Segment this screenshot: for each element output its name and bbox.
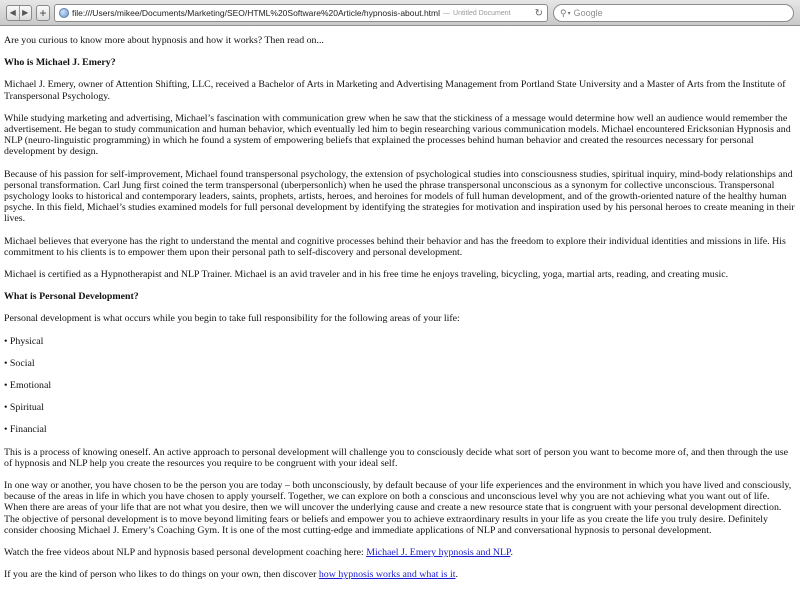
- address-bar[interactable]: [54, 4, 548, 22]
- add-bookmark-icon[interactable]: +: [36, 5, 50, 21]
- how-it-works-period: .: [455, 569, 458, 581]
- development-paragraph-1: Personal development is what occurs while you begin to take full responsibility for the following areas of your life:: [4, 313, 460, 325]
- videos-text: Watch the free videos about NLP and hypnosis based personal development coaching here:: [4, 547, 367, 559]
- globe-icon: [59, 8, 69, 18]
- development-paragraph-3: In one way or another, you have chosen to be the person you are today – both unconsciously, by default because of your life experiences and the environment in which you have lived and consciously, because of the areas in life in which you have chosen to apply yourself. Together, we can explore on both a conscious and unconscious level why you are not achieving what you want out of life. When there are areas of your life that are not what you desire, then we will uncover the underlying cause and create a new resource state that is congruent with your personal development direction. The objective of personal development is to move beyond limiting fears or beliefs and empower you to achieve extraordinary results in your life as you create the life you truly desire. Definitely consider choosing Michael J. Emery’s Coaching Gym. It is one of the most cutting-edge and immediate applications of NLP and conversational hypnosis to personal development.: [4, 480, 792, 536]
- how-it-works-link[interactable]: how hypnosis works and what is it: [318, 569, 456, 581]
- area-item-physical: • Physical: [4, 335, 44, 347]
- back-arrow-icon[interactable]: ◀: [9, 8, 16, 17]
- intro-paragraph: Are you curious to know more about hypnosis and how it works? Then read on...: [4, 35, 324, 46]
- nav-button-group: [6, 5, 32, 21]
- area-item-emotional: • Emotional: [4, 380, 52, 392]
- reload-icon[interactable]: ↻: [534, 7, 543, 19]
- page-title: Untitled Document: [453, 9, 511, 17]
- search-input[interactable]: [574, 8, 774, 18]
- bio-paragraph-1: Michael J. Emery, owner of Attention Shifting, LLC, received a Bachelor of Arts in Marketing and Advertising Management from Portland State University and a Master of Arts from the Institute of Transpersonal Psychology.: [4, 79, 786, 102]
- heading-personal-development: What is Personal Development?: [4, 291, 139, 303]
- videos-link[interactable]: Michael J. Emery hypnosis and NLP: [366, 547, 511, 559]
- page-content: [0, 27, 800, 600]
- heading-who-is-michael: Who is Michael J. Emery?: [4, 57, 116, 69]
- title-separator: —: [443, 9, 451, 17]
- videos-paragraph: [4, 547, 795, 558]
- videos-period: .: [510, 547, 513, 559]
- area-item-social: • Social: [4, 357, 35, 369]
- area-item-spiritual: • Spiritual: [4, 402, 44, 414]
- search-bar[interactable]: [553, 4, 794, 22]
- bio-paragraph-3: Because of his passion for self-improvement, Michael found transpersonal psychology, the extension of psychological studies into consciousness studies, spiritual inquiry, mind-body relationships and personal transformation. Carl Jung first coined the term transpersonal (uberpersonlich) when he used the phrase transpersonal unconscious as a synonym for collective unconscious. Transpersonal psychology looks to historical and contemporary leaders, saints, prophets, artists, heroes, and heroines for models of full human development, and of the growth-oriented nature of the healthy human psyche. In this field, Michael’s studies examined models for full personal development by identifying the strategies for motivation and inspiration used by his personal heroes to create meaning in their lives.: [4, 168, 795, 225]
- magnifier-icon[interactable]: ⚲: [560, 7, 567, 18]
- bio-paragraph-2: While studying marketing and advertising, Michael’s fascination with communication grew when he saw that the stickiness of a message would determine how well an audience would remember the advertisement. He began to study communication and human behavior, which eventually led him to begin researching various communication models. Michael encountered Ericksonian Hypnosis and NLP (neuro-linguistic programming) in which he found a system of empowering beliefs that explained the processes behind human behavior and created the resources necessary for personal development by design.: [4, 112, 791, 158]
- forward-arrow-icon[interactable]: ▶: [19, 6, 32, 20]
- bio-paragraph-4: Michael believes that everyone has the right to understand the mental and cognitive processes behind their behavior and has the freedom to explore their individual identities and missions in life. His commitment to his clients is to empower them upon their personal path to self-discovery and personal development.: [4, 235, 786, 258]
- development-paragraph-2: This is a process of knowing oneself. An active approach to personal development will challenge you to consciously decide what sort of person you want to become more of, and then through the use of hypnosis and NLP help you create the resources you require to be congruent with your ideal self.: [4, 446, 789, 469]
- browser-toolbar: [0, 0, 800, 26]
- area-item-financial: • Financial: [4, 424, 47, 436]
- bio-paragraph-5: Michael is certified as a Hypnotherapist and NLP Trainer. Michael is an avid traveler and in his free time he enjoys traveling, bicycling, yoga, martial arts, reading, and creating music.: [4, 269, 729, 281]
- how-it-works-text: If you are the kind of person who likes to do things on your own, then discover: [4, 569, 319, 581]
- how-it-works-paragraph: [4, 569, 795, 580]
- address-url[interactable]: file:///Users/mikee/Documents/Marketing/SEO/HTML%20Software%20Article/hypnosis-about.html: [72, 8, 441, 18]
- search-engine-menu-icon[interactable]: ▾: [567, 10, 571, 17]
